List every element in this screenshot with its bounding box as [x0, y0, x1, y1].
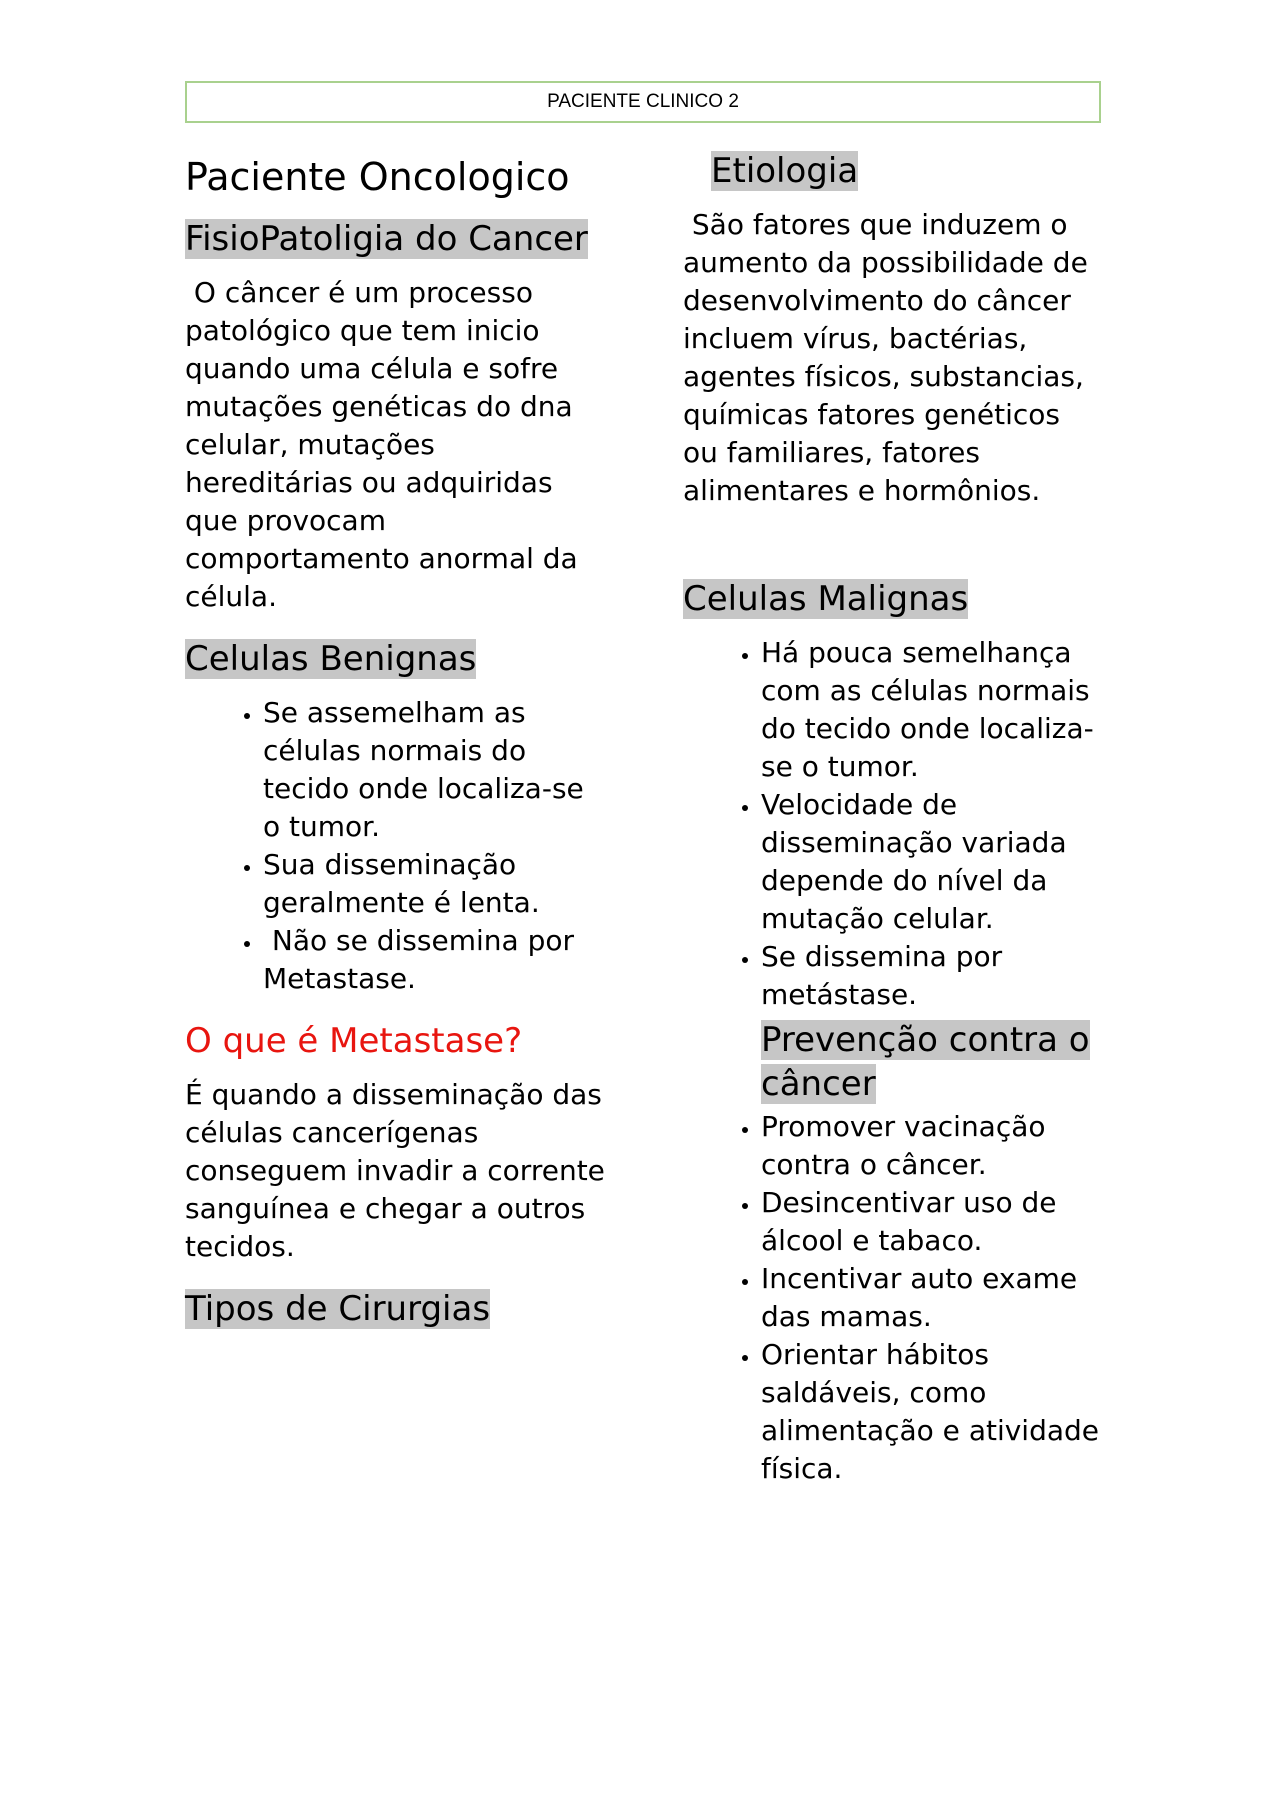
- heading-tipos-cirurgias: Tipos de Cirurgias: [185, 1289, 491, 1329]
- header-text: PACIENTE CLINICO 2: [547, 91, 739, 112]
- heading-etiologia: Etiologia: [711, 151, 859, 191]
- right-column: [683, 140, 1103, 1510]
- heading-metastase: O que é Metastase?: [185, 1021, 523, 1061]
- list-prevencao: [683, 1108, 1103, 1488]
- heading-fisiopatologia: FisioPatoligia do Cancer: [185, 219, 588, 259]
- heading-prevencao: Prevenção contra o câncer: [761, 1020, 1090, 1104]
- list-celulas-malignas: [683, 634, 1103, 1014]
- list-item: • Sua disseminação geralmente é lenta.: [263, 846, 605, 922]
- heading-celulas-benignas: Celulas Benignas: [185, 639, 477, 679]
- document-title: Paciente Oncologico: [185, 155, 570, 199]
- list-item: • Velocidade de disseminação variada depende do nível da mutação celular.: [761, 786, 1103, 938]
- list-item: • Não se dissemina por Metastase.: [263, 922, 605, 998]
- list-item: • Incentivar auto exame das mamas.: [761, 1260, 1103, 1336]
- paragraph-etiologia: São fatores que induzem o aumento da possibilidade de desenvolvimento do câncer incluem vírus, bactérias, agentes físicos, substancias, químicas fatores genéticos ou familiares, fatores alimentares e hormônios.: [683, 208, 1097, 507]
- list-item: • Desincentivar uso de álcool e tabaco.: [761, 1184, 1103, 1260]
- paragraph-fisiopatologia: O câncer é um processo patológico que tem inicio quando uma célula e sofre mutações genéticas do dna celular, mutações hereditárias ou adquiridas que provocam comportamento anormal da célula.: [185, 276, 587, 613]
- list-item: • Promover vacinação contra o câncer.: [761, 1108, 1103, 1184]
- heading-celulas-malignas: Celulas Malignas: [683, 579, 969, 619]
- list-item: • Se dissemina por metástase.: [761, 938, 1103, 1014]
- list-item: • Se assemelham as células normais do tecido onde localiza-se o tumor.: [263, 694, 605, 846]
- left-column: [185, 140, 605, 1344]
- list-celulas-benignas: [185, 694, 605, 998]
- paragraph-metastase: É quando a disseminação das células cancerígenas conseguem invadir a corrente sanguínea e chegar a outros tecidos.: [185, 1078, 605, 1263]
- list-item: • Orientar hábitos saldáveis, como alimentação e atividade física.: [761, 1336, 1103, 1488]
- page-header: [185, 81, 1101, 123]
- list-item: • Há pouca semelhança com as células normais do tecido onde localiza-se o tumor.: [761, 634, 1103, 786]
